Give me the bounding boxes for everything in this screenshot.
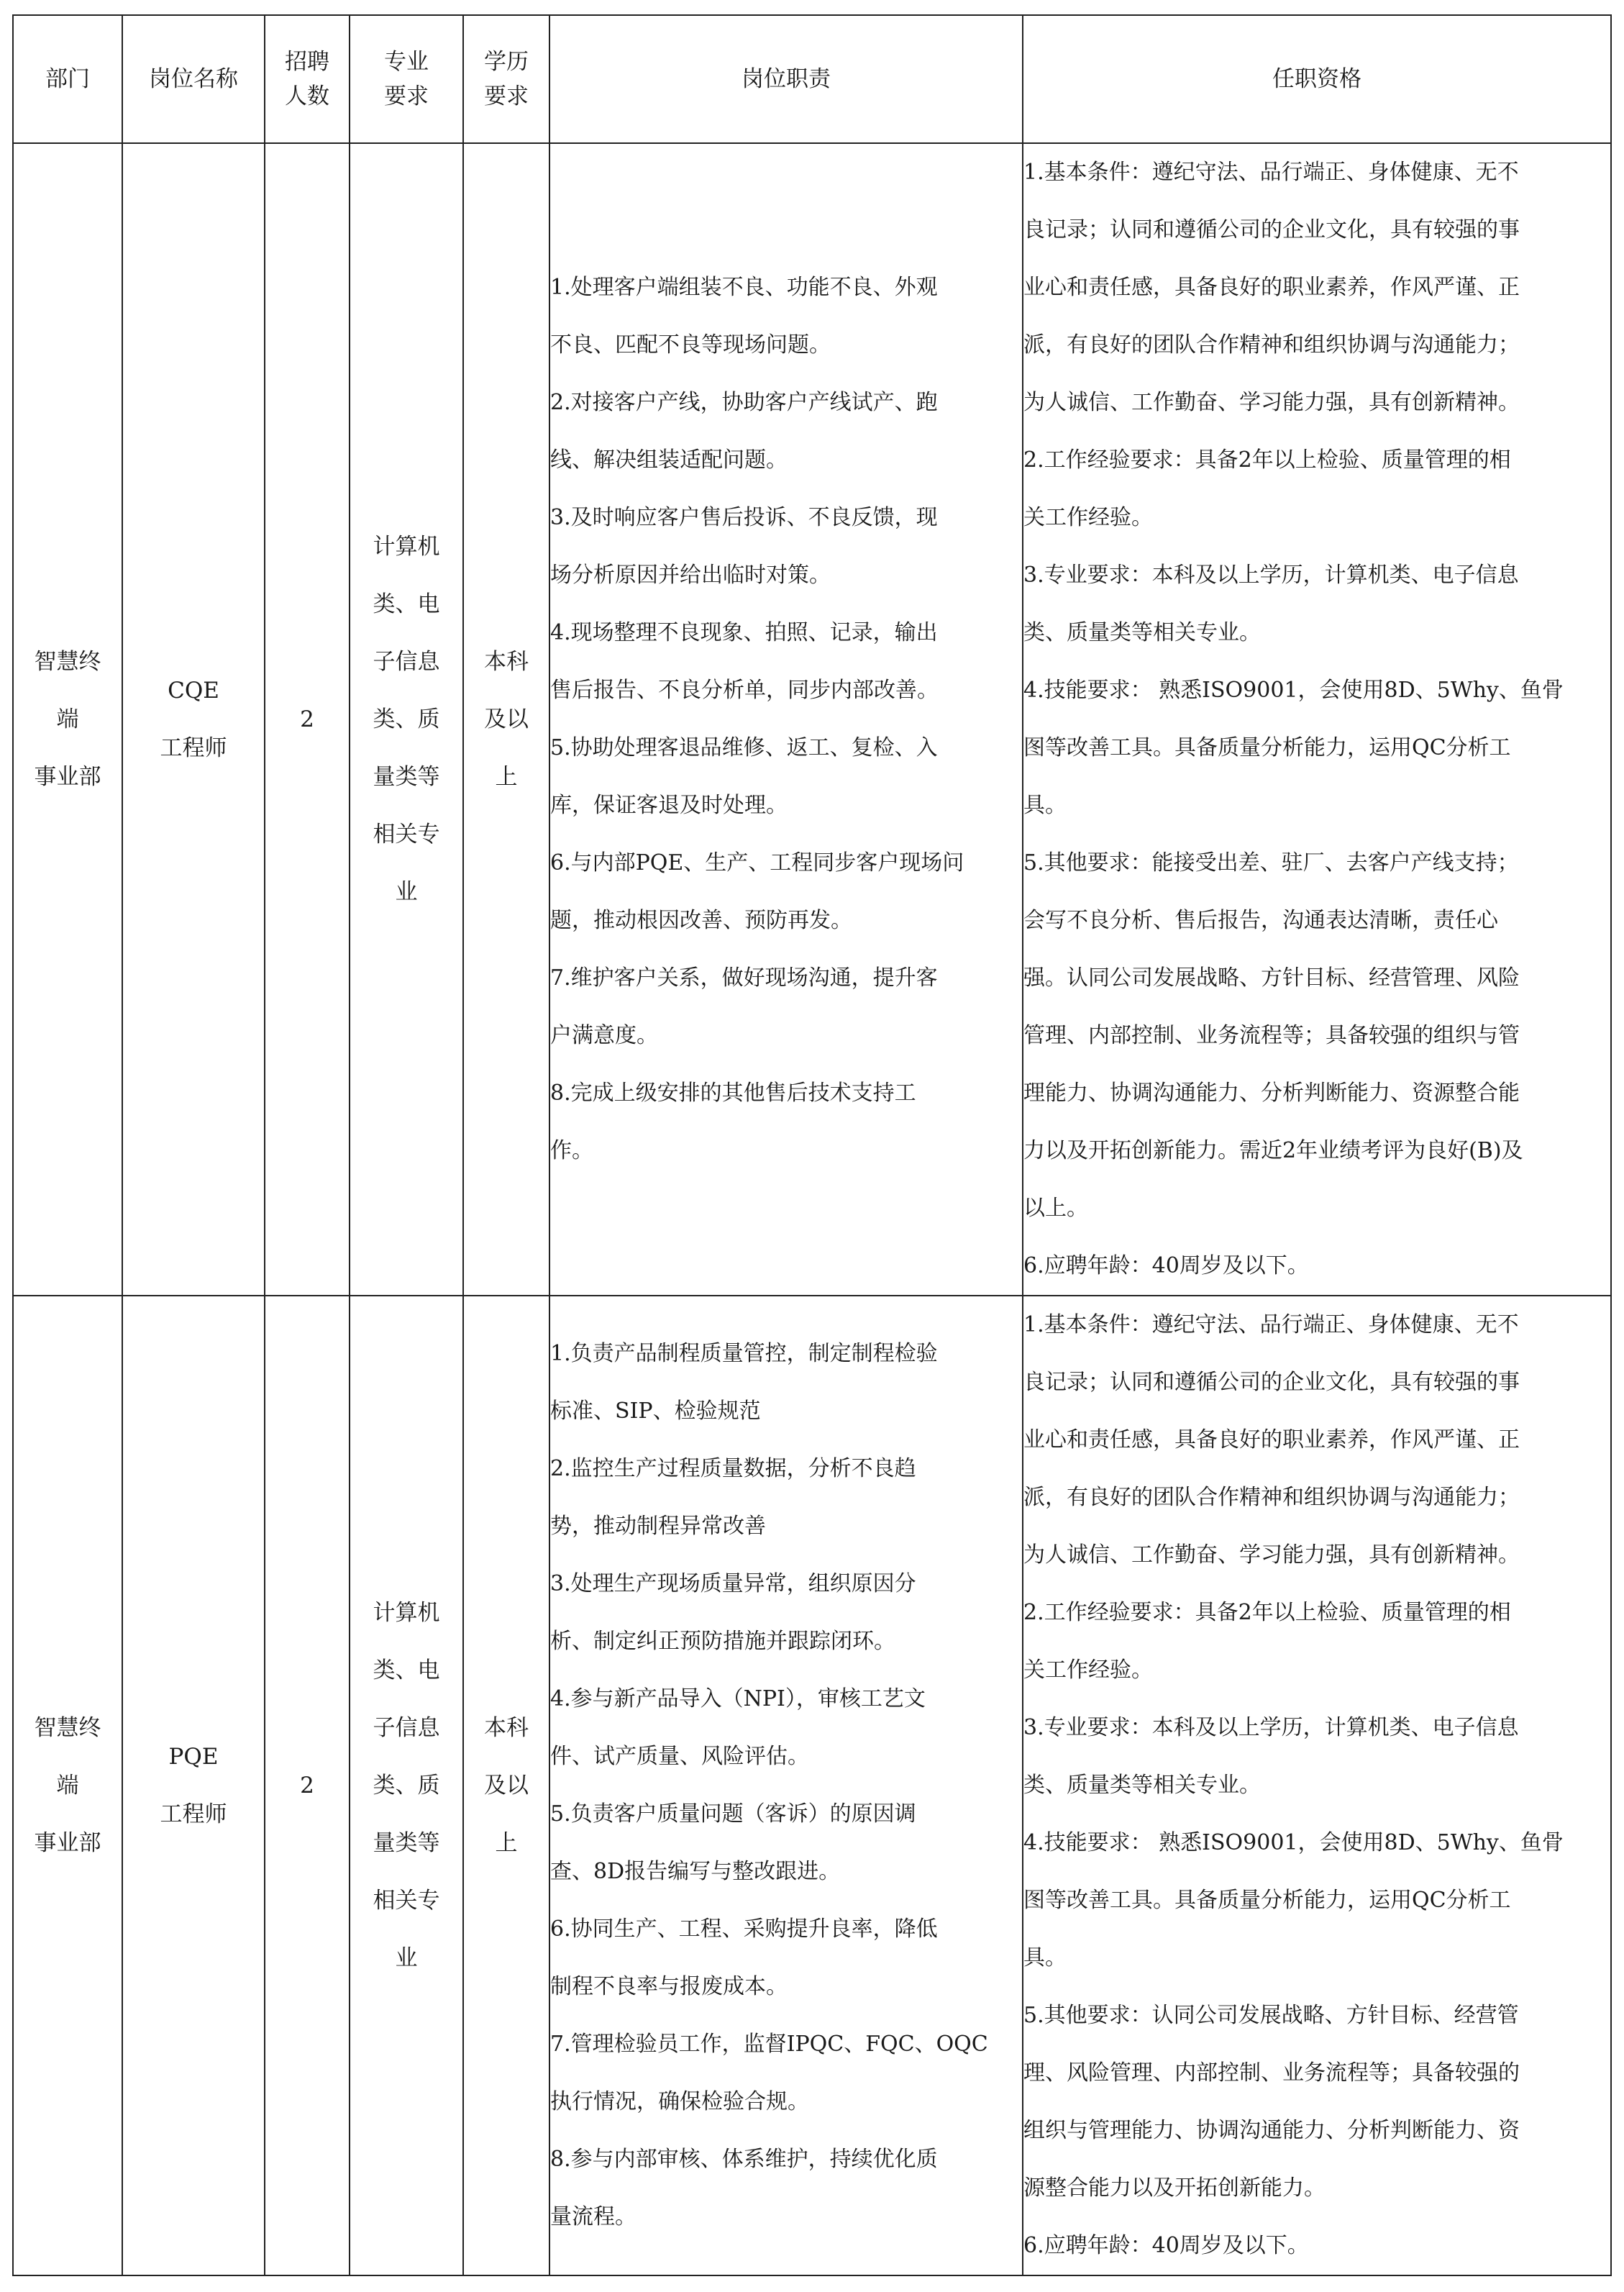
qualification-line: 业心和责任感，具备良好的职业素养，作风严谨、正	[1023, 1427, 1520, 1452]
header-dept: 部门	[13, 15, 122, 143]
qualification-line: 1.基本条件：遵纪守法、品行端正、身体健康、无不	[1023, 160, 1519, 185]
qualification-line: 5.其他要求：能接受出差、驻厂、去客户产线支持；	[1023, 850, 1519, 876]
header-position: 岗位名称	[122, 15, 265, 143]
duty-line: 8.完成上级安排的其他售后技术支持工	[550, 1081, 916, 1106]
duty-line: 4.参与新产品导入（NPI），审核工艺文	[550, 1686, 926, 1711]
qualification-line: 类、质量类等相关专业。	[1023, 620, 1261, 645]
qualifications-cell	[1023, 1296, 1611, 2275]
header-count: 招聘 人数	[265, 15, 350, 143]
qualification-line: 业心和责任感，具备良好的职业素养，作风严谨、正	[1023, 275, 1520, 300]
qualification-line: 派，有良好的团队合作精神和组织协调与沟通能力；	[1023, 332, 1520, 358]
major-cell: 计算机 类、电 子信息 类、质 量类等 相关专 业	[350, 143, 463, 1296]
qualification-line: 具。	[1023, 1945, 1067, 1970]
qualification-line: 4.技能要求： 熟悉ISO9001，会使用8D、5Why、鱼骨	[1023, 1830, 1564, 1855]
duty-line: 2.监控生产过程质量数据，分析不良趋	[550, 1456, 916, 1481]
qualification-line: 2.工作经验要求：具备2年以上检验、质量管理的相	[1023, 447, 1511, 473]
duty-line: 3.处理生产现场质量异常，组织原因分	[550, 1571, 916, 1596]
header-major: 专业 要求	[350, 15, 463, 143]
duty-line: 2.对接客户产线，协助客户产线试产、跑	[550, 390, 938, 415]
header-qualifications: 任职资格	[1023, 15, 1611, 143]
duty-line: 势，推动制程异常改善	[550, 1514, 766, 1539]
qualification-line: 派，有良好的团队合作精神和组织协调与沟通能力；	[1023, 1485, 1520, 1510]
duty-line: 题，推动根因改善、预防再发。	[550, 908, 852, 933]
qualification-line: 会写不良分析、售后报告，沟通表达清晰，责任心	[1023, 908, 1498, 933]
qualification-line: 2.工作经验要求：具备2年以上检验、质量管理的相	[1023, 1600, 1511, 1625]
qualification-line: 为人诚信、工作勤奋、学习能力强，具有创新精神。	[1023, 390, 1520, 415]
recruitment-table	[12, 14, 1612, 2276]
qualification-line: 良记录；认同和遵循公司的企业文化，具有较强的事	[1023, 1370, 1520, 1395]
duty-line: 库，保证客退及时处理。	[550, 793, 788, 818]
duty-line: 售后报告、不良分析单，同步内部改善。	[550, 678, 939, 703]
duty-line: 查、8D报告编写与整改跟进。	[550, 1859, 841, 1884]
duty-line: 5.负责客户质量问题（客诉）的原因调	[550, 1801, 916, 1827]
qualification-line: 6.应聘年龄：40周岁及以下。	[1023, 2233, 1309, 2258]
duty-line: 4.现场整理不良现象、拍照、记录，输出	[550, 620, 938, 645]
qualification-line: 关工作经验。	[1023, 1657, 1153, 1683]
duty-line: 7.维护客户关系，做好现场沟通，提升客	[550, 965, 938, 991]
duty-line: 8.参与内部审核、体系维护，持续优化质	[550, 2147, 938, 2172]
duty-line: 1.处理客户端组装不良、功能不良、外观	[550, 275, 938, 300]
qualification-line: 关工作经验。	[1023, 505, 1153, 530]
major-cell: 计算机 类、电 子信息 类、质 量类等 相关专 业	[350, 1296, 463, 2275]
qualification-line: 1.基本条件：遵纪守法、品行端正、身体健康、无不	[1023, 1312, 1519, 1337]
duty-line: 户满意度。	[550, 1023, 658, 1048]
education-cell: 本科 及以 上	[463, 1296, 549, 2275]
header-duties: 岗位职责	[549, 15, 1023, 143]
qualification-line: 源整合能力以及开拓创新能力。	[1023, 2175, 1326, 2201]
position-cell: PQE 工程师	[122, 1296, 265, 2275]
job-row	[13, 143, 1611, 1296]
header-education: 学历 要求	[463, 15, 549, 143]
qualification-line: 3.专业要求：本科及以上学历，计算机类、电子信息	[1023, 1715, 1519, 1740]
duty-line: 6.协同生产、工程、采购提升良率，降低	[550, 1916, 938, 1942]
count-cell: 2	[265, 1296, 350, 2275]
duty-line: 作。	[550, 1138, 593, 1163]
qualification-line: 具。	[1023, 793, 1067, 818]
duty-line: 析、制定纠正预防措施并跟踪闭环。	[550, 1629, 895, 1654]
duty-line: 5.协助处理客退品维修、返工、复检、入	[550, 735, 938, 760]
duty-line: 7.管理检验员工作，监督IPQC、FQC、OQC	[550, 2032, 988, 2057]
duty-line: 制程不良率与报废成本。	[550, 1974, 788, 1999]
duty-line: 量流程。	[550, 2204, 637, 2229]
duty-line: 件、试产质量、风险评估。	[550, 1744, 809, 1769]
duty-line: 执行情况，确保检验合规。	[550, 2089, 809, 2114]
qualifications-cell	[1023, 143, 1611, 1296]
job-row	[13, 1296, 1611, 2275]
qualification-line: 管理、内部控制、业务流程等；具备较强的组织与管	[1023, 1023, 1520, 1048]
count-cell: 2	[265, 143, 350, 1296]
qualification-line: 图等改善工具。具备质量分析能力，运用QC分析工	[1023, 1888, 1511, 1913]
duty-line: 线、解决组装适配问题。	[550, 447, 788, 473]
qualification-line: 力以及开拓创新能力。需近2年业绩考评为良好(B)及	[1023, 1138, 1523, 1163]
dept-cell: 智慧终 端 事业部	[13, 143, 122, 1296]
education-cell: 本科 及以 上	[463, 143, 549, 1296]
qualification-line: 5.其他要求：认同公司发展战略、方针目标、经营管	[1023, 2003, 1519, 2028]
dept-cell: 智慧终 端 事业部	[13, 1296, 122, 2275]
qualification-line: 理、风险管理、内部控制、业务流程等；具备较强的	[1023, 2060, 1520, 2086]
duty-line: 标准、SIP、检验规范	[550, 1399, 761, 1424]
duty-line: 1.负责产品制程质量管控，制定制程检验	[550, 1341, 938, 1366]
qualification-line: 6.应聘年龄：40周岁及以下。	[1023, 1253, 1309, 1278]
qualification-line: 组织与管理能力、协调沟通能力、分析判断能力、资	[1023, 2118, 1520, 2143]
qualification-line: 类、质量类等相关专业。	[1023, 1773, 1261, 1798]
duty-line: 场分析原因并给出临时对策。	[550, 563, 831, 588]
position-cell: CQE 工程师	[122, 143, 265, 1296]
qualification-line: 4.技能要求： 熟悉ISO9001，会使用8D、5Why、鱼骨	[1023, 678, 1564, 703]
duties-cell	[549, 143, 1023, 1296]
duty-line: 不良、匹配不良等现场问题。	[550, 332, 831, 358]
qualification-line: 强。认同公司发展战略、方针目标、经营管理、风险	[1023, 965, 1520, 991]
duties-cell	[549, 1296, 1023, 2275]
qualification-line: 良记录；认同和遵循公司的企业文化，具有较强的事	[1023, 217, 1520, 242]
duty-line: 3.及时响应客户售后投诉、不良反馈，现	[550, 505, 938, 530]
qualification-line: 以上。	[1023, 1196, 1088, 1221]
qualification-line: 3.专业要求：本科及以上学历，计算机类、电子信息	[1023, 563, 1519, 588]
qualification-line: 理能力、协调沟通能力、分析判断能力、资源整合能	[1023, 1081, 1520, 1106]
header-row	[13, 15, 1611, 143]
qualification-line: 为人诚信、工作勤奋、学习能力强，具有创新精神。	[1023, 1542, 1520, 1568]
duty-line: 6.与内部PQE、生产、工程同步客户现场问	[550, 850, 964, 876]
qualification-line: 图等改善工具。具备质量分析能力，运用QC分析工	[1023, 735, 1511, 760]
